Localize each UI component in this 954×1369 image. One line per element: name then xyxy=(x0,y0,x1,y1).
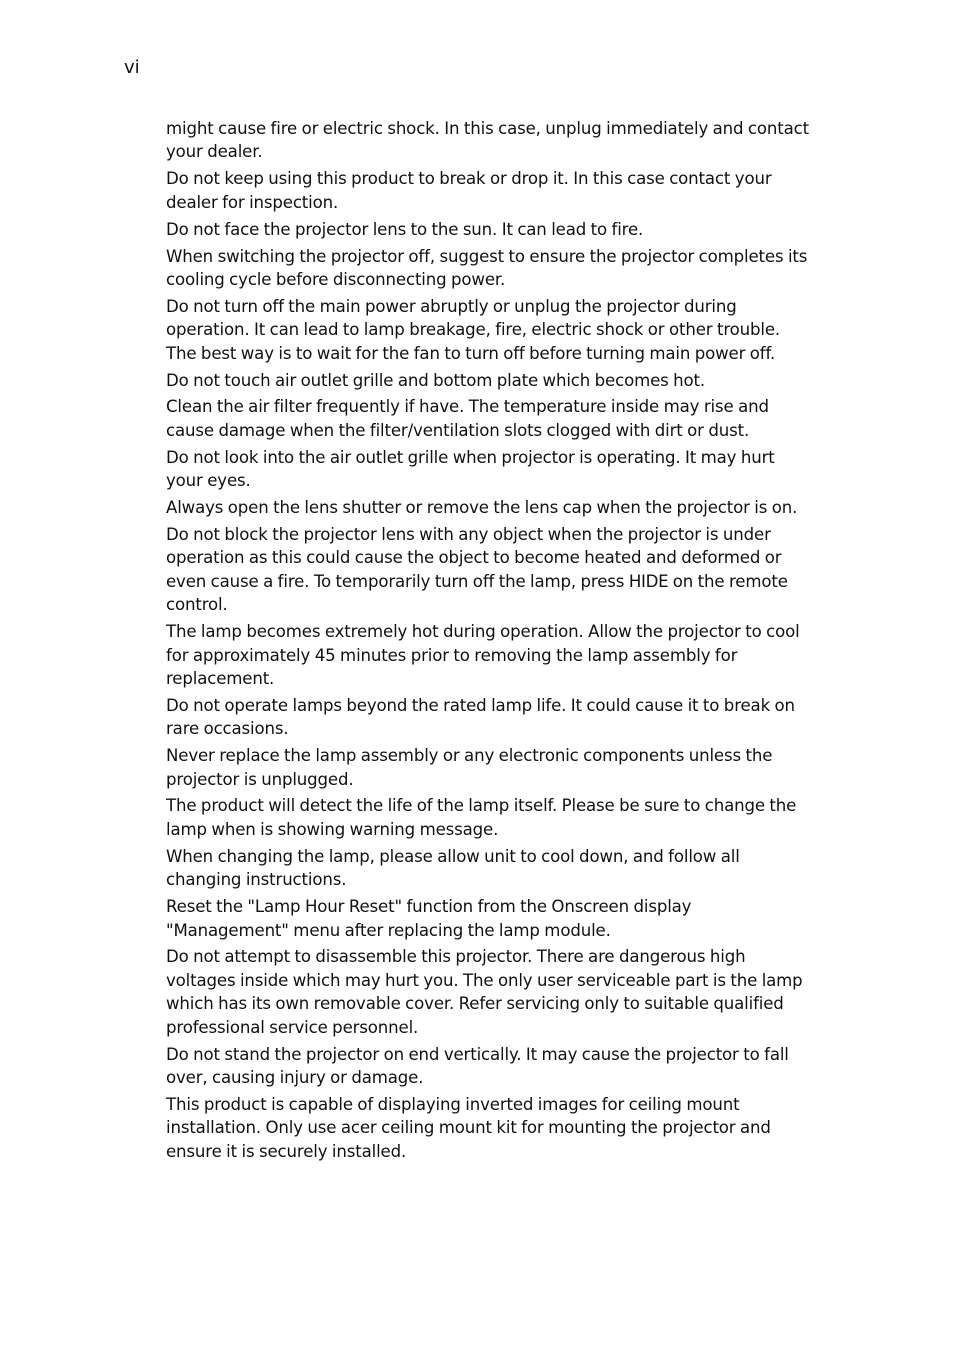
paragraph xyxy=(166,523,814,617)
paragraph: The lamp becomes extremely hot during operation. Allow the projector to cool for approximately 45 minutes prior to removing the lamp assembly for replacement. xyxy=(166,622,800,688)
paragraph: might cause fire or electric shock. In this case, unplug immediately and contact your dealer. xyxy=(166,119,809,162)
paragraph: Do not face the projector lens to the sun. It can lead to fire. xyxy=(166,219,644,239)
paragraph: Do not stand the projector on end vertically. It may cause the projector to fall over, causing injury or damage. xyxy=(166,1044,789,1087)
paragraph: Do not attempt to disassemble this projector. There are dangerous high voltages inside which may hurt you. The only user serviceable part is the lamp which has its own removable cover. Refer servicing only to suitable qualified professional service personnel. xyxy=(166,947,803,1037)
paragraph: Do not touch air outlet grille and bottom plate which becomes hot. xyxy=(166,370,706,390)
paragraph: Always open the lens shutter or remove the lens cap when the projector is on. xyxy=(166,498,798,518)
paragraph: This product is capable of displaying inverted images for ceiling mount installation. Only use acer ceiling mount kit for mounting the projector and ensure it is securely installed. xyxy=(166,1094,771,1161)
paragraph: When changing the lamp, please allow unit to cool down, and follow all changing instructions. xyxy=(166,846,740,890)
paragraph-text-after: on the remote control. xyxy=(166,571,788,615)
paragraph-text-before: Do not block the projector lens with any object when the projector is under operation as this could cause the object to become heated and deformed or even cause a fire. To temporarily turn off the lamp, press xyxy=(166,525,782,591)
paragraph: Never replace the lamp assembly or any electronic components unless the projector is unplugged. xyxy=(166,746,773,789)
paragraph: Reset the "Lamp Hour Reset" function from the Onscreen display "Management" menu after replacing the lamp module. xyxy=(166,897,692,940)
paragraph: The product will detect the life of the lamp itself. Please be sure to change the lamp when is showing warning message. xyxy=(166,796,797,839)
paragraph: Do not operate lamps beyond the rated lamp life. It could cause it to break on rare occasions. xyxy=(166,695,795,739)
paragraph: Do not look into the air outlet grille when projector is operating. It may hurt your eyes. xyxy=(166,447,775,491)
paragraph: Clean the air filter frequently if have. The temperature inside may rise and cause damage when the filter/ventilation slots clogged with dirt or dust. xyxy=(166,397,769,440)
paragraph: When switching the projector off, suggest to ensure the projector completes its cooling cycle before disconnecting power. xyxy=(166,246,808,289)
paragraph: Do not keep using this product to break or drop it. In this case contact your dealer for inspection. xyxy=(166,169,772,212)
page-number: vi xyxy=(124,57,140,78)
safety-instructions xyxy=(166,117,814,1167)
hide-key-label: HIDE xyxy=(628,571,669,591)
paragraph: Do not turn off the main power abruptly or unplug the projector during operation. It can lead to lamp breakage, fire, electric shock or other trouble. The best way is to wait for the fan to turn off before turning main power off. xyxy=(166,296,781,363)
